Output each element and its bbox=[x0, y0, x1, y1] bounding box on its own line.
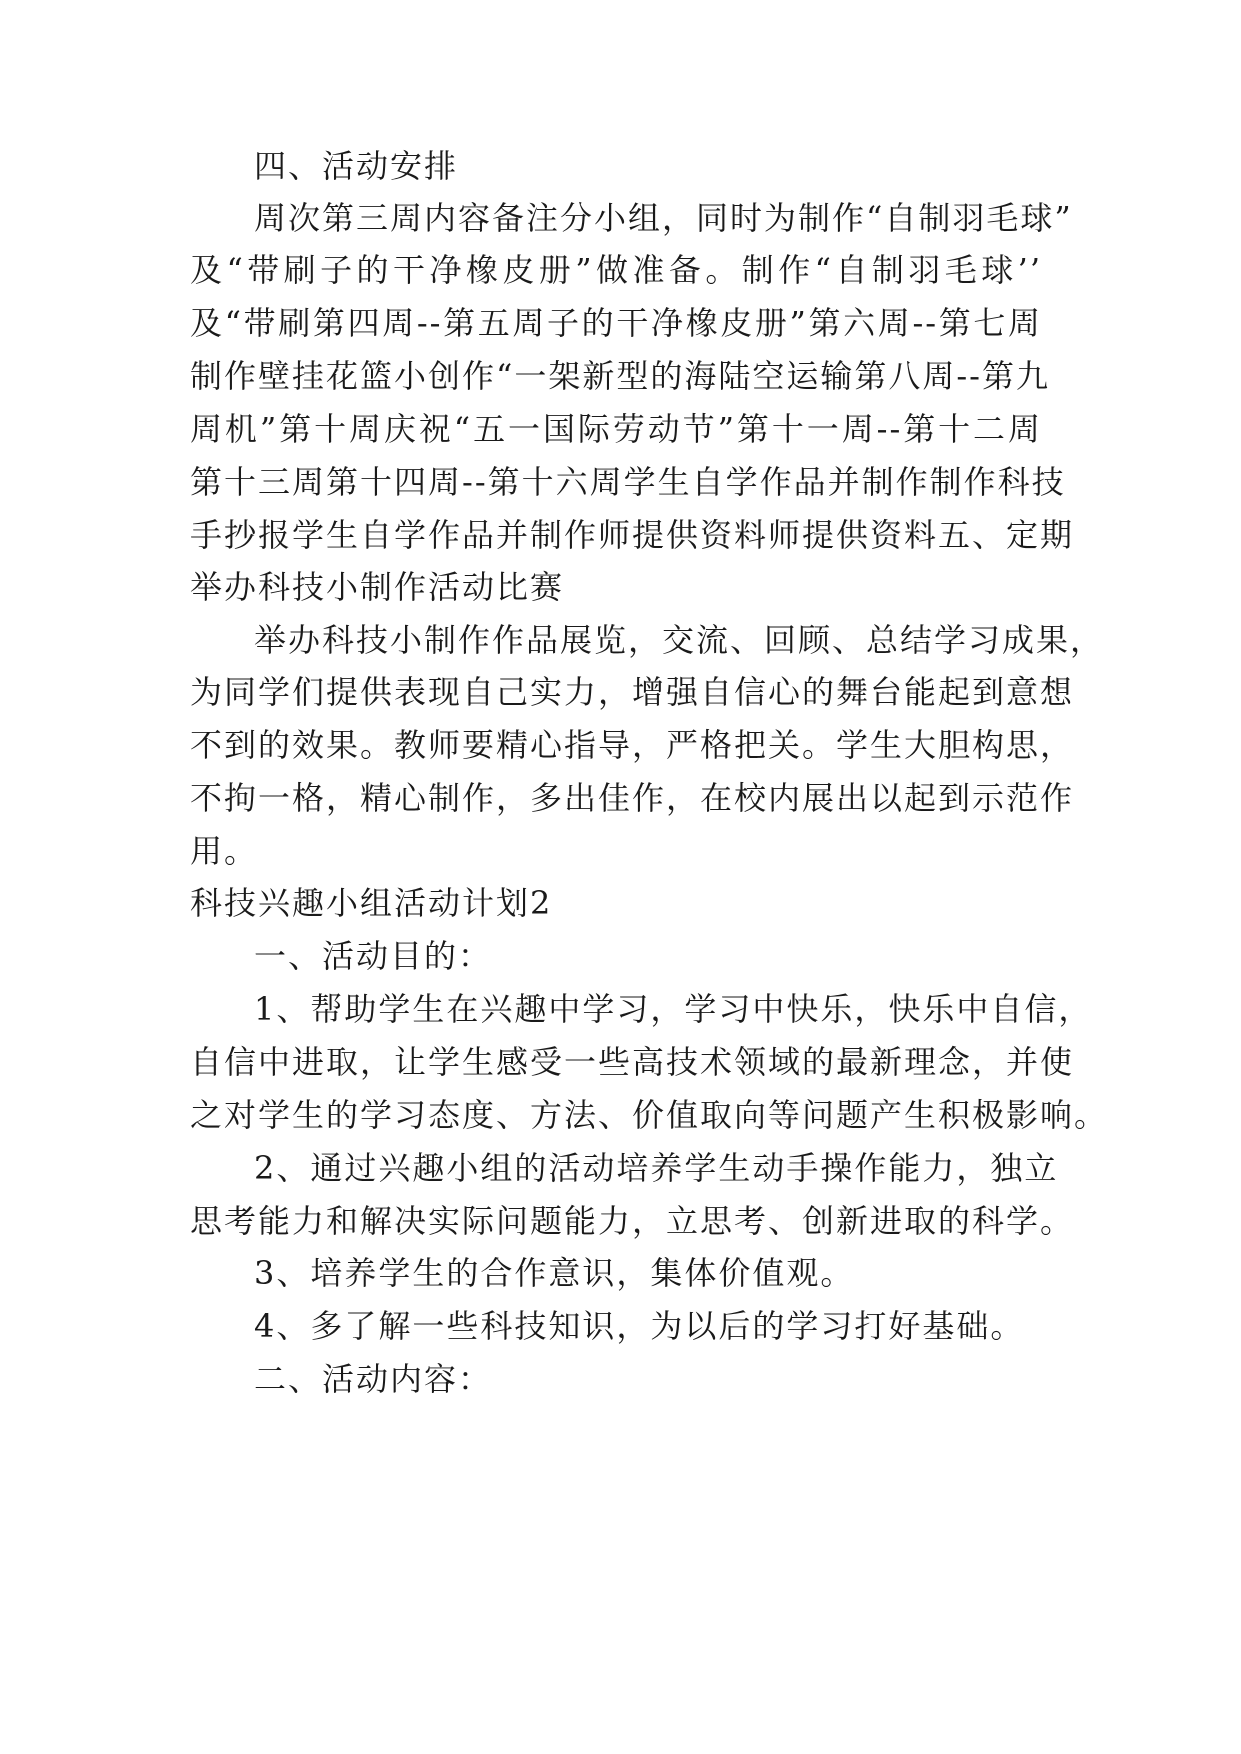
paragraph-line: 周机”第十周庆祝“五一国际劳动节”第十一周--第十二周 bbox=[190, 410, 1042, 448]
paragraph-line: 自信中进取，让学生感受一些高技术领域的最新理念，并使 bbox=[190, 1043, 1075, 1081]
paragraph-line: 举办科技小制作作品展览，交流、回顾、总结学习成果， bbox=[254, 621, 1105, 659]
paragraph-line: 周次第三周内容备注分小组，同时为制作“自制羽毛球” bbox=[254, 199, 1073, 237]
document-title: 科技兴趣小组活动计划2 bbox=[190, 884, 553, 922]
paragraph-line: 不到的效果。教师要精心指导，严格把关。学生大胆构思， bbox=[190, 726, 1075, 764]
paragraph-line: 不拘一格，精心制作，多出佳作，在校内展出以起到示范作 bbox=[190, 779, 1075, 817]
paragraph-line: 用。 bbox=[190, 832, 259, 870]
section-heading-activity-goals: 一、活动目的： bbox=[254, 937, 493, 975]
paragraph-line: 及“带刷子的干净橡皮册”做准备。制作“自制羽毛球’’ bbox=[190, 251, 1042, 289]
section-heading-activity-content: 二、活动内容： bbox=[254, 1360, 493, 1398]
paragraph-line: 举办科技小制作活动比赛 bbox=[190, 568, 565, 606]
paragraph-line: 4、多了解一些科技知识，为以后的学习打好基础。 bbox=[254, 1307, 1025, 1345]
paragraph-line: 思考能力和解决实际问题能力，立思考、创新进取的科学。 bbox=[190, 1202, 1075, 1240]
paragraph-line: 及“带刷第四周--第五周子的干净橡皮册”第六周--第七周 bbox=[190, 304, 1042, 342]
paragraph-line: 之对学生的学习态度、方法、价值取向等问题产生积极影响。 bbox=[190, 1096, 1109, 1134]
paragraph-line: 手抄报学生自学作品并制作师提供资料师提供资料五、定期 bbox=[190, 516, 1075, 554]
section-heading-activity-schedule: 四、活动安排 bbox=[254, 147, 459, 185]
paragraph-line: 为同学们提供表现自己实力，增强自信心的舞台能起到意想 bbox=[190, 673, 1075, 711]
paragraph-line: 第十三周第十四周--第十六周学生自学作品并制作制作科技 bbox=[190, 463, 1066, 501]
paragraph-line: 2、通过兴趣小组的活动培养学生动手操作能力，独立 bbox=[254, 1149, 1059, 1187]
paragraph-line: 3、培养学生的合作意识，集体价值观。 bbox=[254, 1254, 855, 1292]
paragraph-line: 制作壁挂花篮小创作“一架新型的海陆空运输第八周--第九 bbox=[190, 357, 1050, 395]
paragraph-line: 1、帮助学生在兴趣中学习，学习中快乐，快乐中自信， bbox=[254, 990, 1093, 1028]
